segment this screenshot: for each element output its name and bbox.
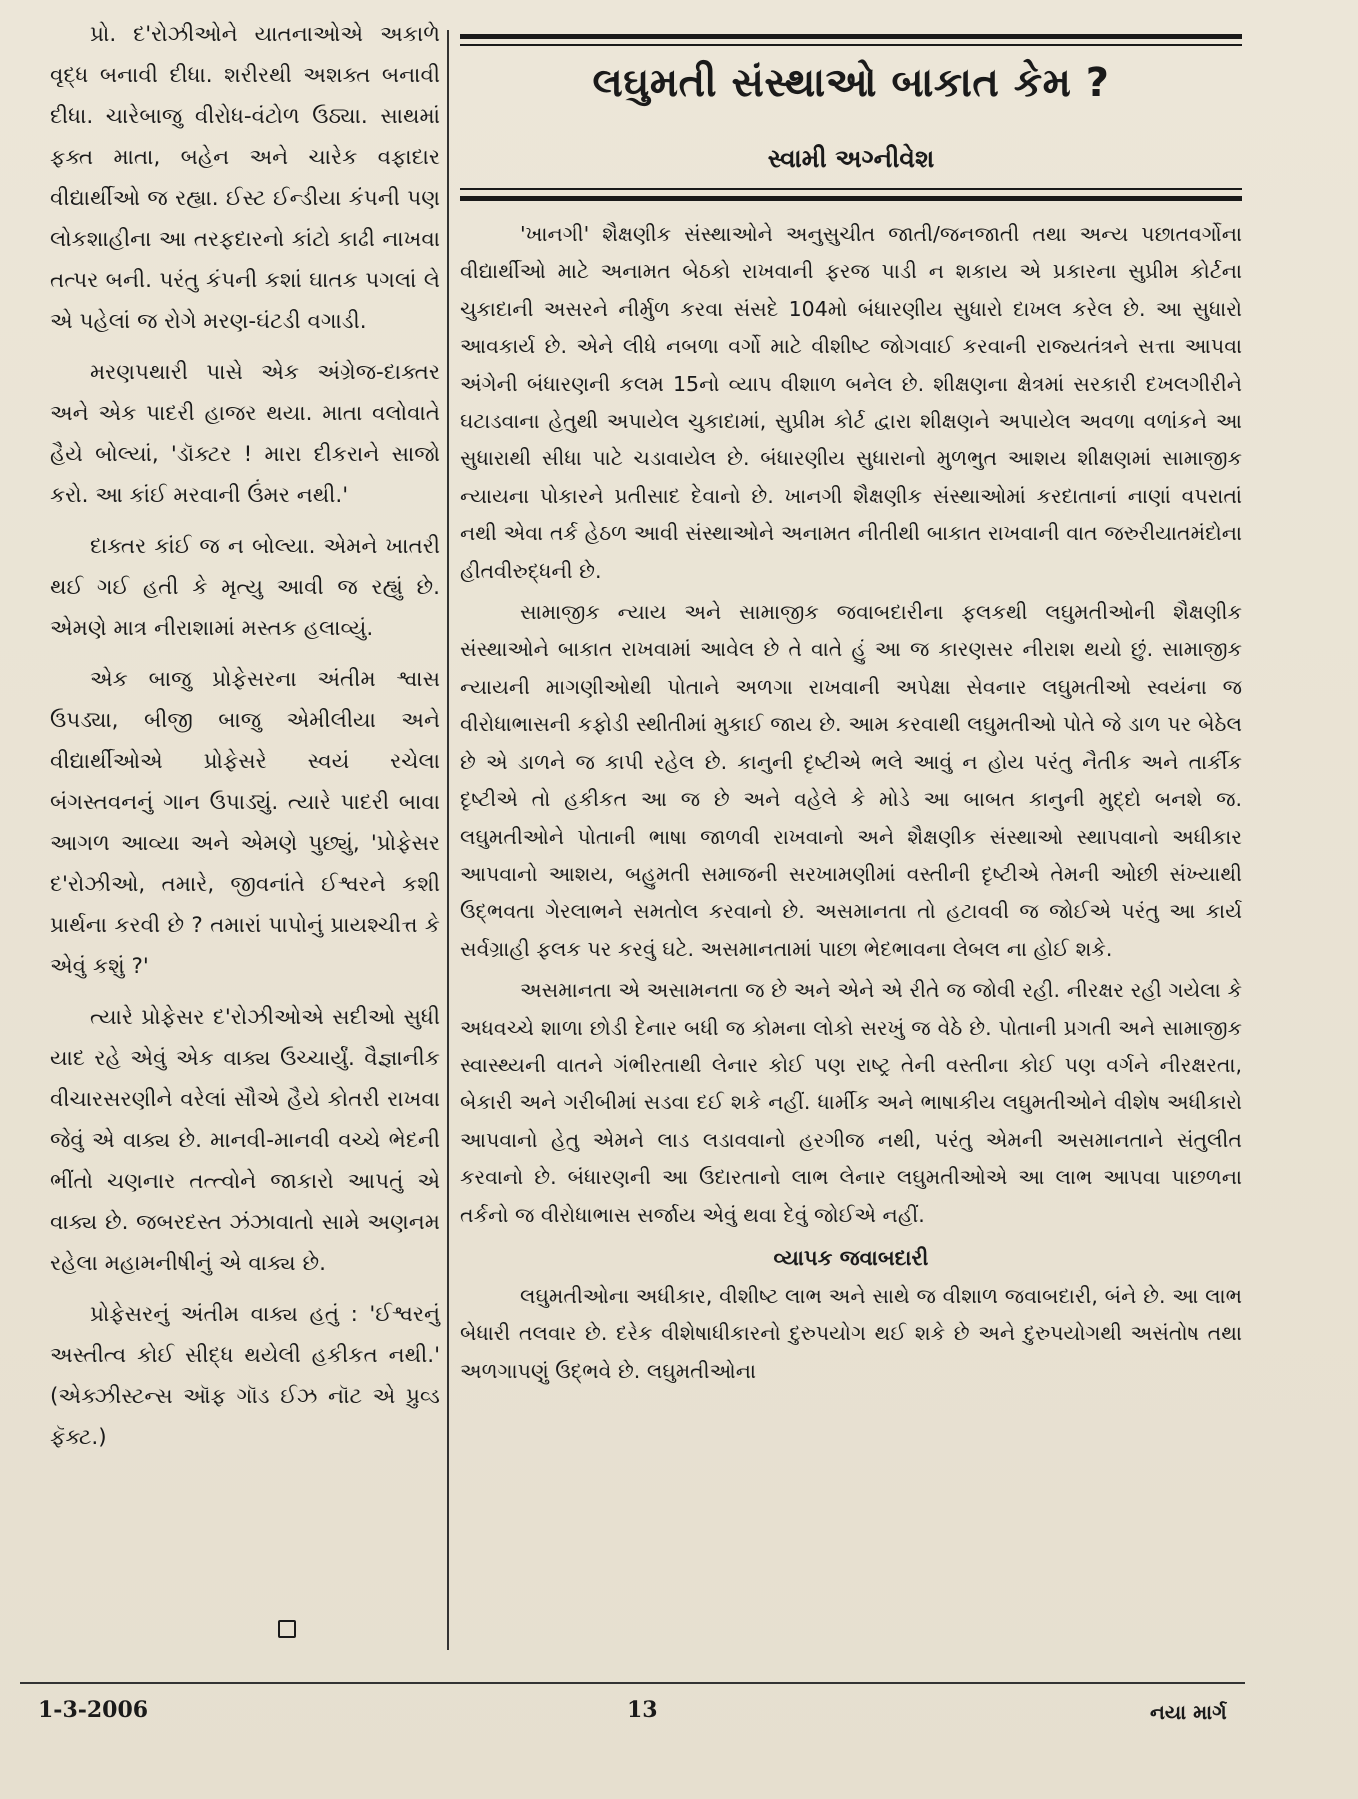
header-rule-top-thin	[460, 44, 1242, 46]
left-paragraph: મરણપથારી પાસે એક અંગ્રેજ-દાક્તર અને એક પાદરી હાજર થયા. માતા વલોવાતે હૈયે બોલ્યાં, 'ડૉક્ટર ! મારા દીકરાને સાજો કરો. આ કાંઈ મરવાની ઉંમર નથી.'	[50, 360, 440, 508]
left-paragraph: પ્રોફેસરનું અંતીમ વાક્ય હતું : 'ઈશ્વરનું અસ્તીત્વ કોઈ સીદ્ધ થયેલી હકીકત નથી.' (એક્ઝીસ્ટન્સ ઑફ ગૉડ ઈઝ નૉટ એ પ્રુવ્ડ ફૅક્ટ.)	[50, 1302, 440, 1450]
end-of-article-square-icon	[278, 1620, 296, 1638]
issue-date: 1-3-2006	[38, 1697, 149, 1723]
article-paragraph: અસમાનતા એ અસામનતા જ છે અને એને એ રીતે જ જોવી રહી. નીરક્ષર રહી ગયેલા કે અધવચ્ચે શાળા છોડી દેનાર બધી જ કોમના લોકો સરખું જ વેઠે છે. પોતાની પ્રગતી અને સામાજીક સ્વાસ્થ્યની વાતને ગંભીરતાથી લેનાર કોઈ પણ રાષ્ટ્ર તેની વસ્તીના કોઈ પણ વર્ગને નીરક્ષરતા, બેકારી અને ગરીબીમાં સડવા દઈ શકે નહીં. ધાર્મીક અને ભાષાકીય લઘુમતીઓને વીશેષ અધીકારો આપવાનો હેતુ એમને લાડ લડાવવાનો હરગીજ નથી, પરંતુ એમની અસમાનતાને સંતુલીત કરવાનો છે. બંધારણની આ ઉદારતાનો લાભ લેનાર લઘુમતીઓએ આ લાભ આપવા પાછળના તર્કનો જ વીરોધાભાસ સર્જાય એવું થવા દેવું જોઈએ નહીં.	[460, 978, 1242, 1227]
header-rule-top	[460, 34, 1242, 39]
article-column	[460, 26, 1242, 1646]
left-paragraph: પ્રો. દ'રોઝીઓને યાતનાઓએ અકાળે વૃદ્ધ બનાવી દીધા. શરીરથી અશક્ત બનાવી દીધા. ચારેબાજુ વીરોધ-વંટોળ ઉઠ્યા. સાથમાં ફક્ત માતા, બહેન અને ચારેક વફાદાર વીદ્યાર્થીઓ જ રહ્યા. ઈસ્ટ ઈન્ડીયા કંપની પણ લોકશાહીના આ તરફદારનો કાંટો કાઢી નાખવા તત્પર બની. પરંતુ કંપની કશાં ઘાતક પગલાં લે એ પહેલાં જ રોગે મરણ-ઘંટડી વગાડી.	[50, 22, 440, 334]
left-paragraph: ત્યારે પ્રોફેસર દ'રોઝીઓએ સદીઓ સુધી યાદ રહે એવું એક વાક્ય ઉચ્ચાર્યું. વૈજ્ઞાનીક વીચારસરણીને વરેલાં સૌએ હૈયે કોતરી રાખવા જેવું એ વાક્ય છે. માનવી-માનવી વચ્ચે ભેદની ભીંતો ચણનાર તત્ત્વોને જાકારો આપતું એ વાક્ય છે. જબરદસ્ત ઝંઝાવાતો સામે અણનમ રહેલા મહામનીષીનું એ વાક્ય છે.	[50, 1005, 440, 1276]
article-paragraph: લઘુમતીઓના અધીકાર, વીશીષ્ટ લાભ અને સાથે જ વીશાળ જવાબદારી, બંને છે. આ લાભ બેધારી તલવાર છે. દરેક વીશેષાધીકારનો દુરુપયોગ થઈ શકે છે અને દુરુપયોગથી અસંતોષ તથા અળગાપણું ઉદ્ભવે છે. લઘુમતીઓના	[460, 1283, 1242, 1383]
magazine-name: નયા માર્ગ	[1150, 1700, 1227, 1724]
left-paragraph: એક બાજુ પ્રોફેસરના અંતીમ શ્વાસ ઉપડ્યા, બીજી બાજુ એમીલીયા અને વીદ્યાર્થીઓએ પ્રોફેસરે સ્વયં રચેલા બંગસ્તવનનું ગાન ઉપાડ્યું. ત્યારે પાદરી બાવા આગળ આવ્યા અને એમણે પુછ્યું, 'પ્રોફેસર દ'રોઝીઓ, તમારે, જીવનાંતે ઈશ્વરને કશી પ્રાર્થના કરવી છે ? તમારાં પાપોનું પ્રાયશ્ચીત્ત કે એવું કશું ?'	[50, 667, 440, 979]
header-rule-bottom	[460, 196, 1242, 201]
footer-rule	[20, 1682, 1245, 1684]
left-paragraph: દાક્તર કાંઈ જ ન બોલ્યા. એમને ખાતરી થઈ ગઈ હતી કે મૃત્યુ આવી જ રહ્યું છે. એમણે માત્ર નીરાશામાં મસ્તક હલાવ્યું.	[50, 534, 440, 641]
left-column	[50, 14, 440, 1649]
article-author: સ્વામી અગ્નીવેશ	[767, 144, 935, 173]
article-body	[460, 216, 1242, 1394]
page-number: 13	[627, 1697, 658, 1723]
article-title: લઘુમતી સંસ્થાઓ બાકાત કેમ ?	[592, 60, 1110, 106]
article-paragraph: 'ખાનગી' શૈક્ષણીક સંસ્થાઓને અનુસુચીત જાતી/જનજાતી તથા અન્ય પછાતવર્ગોના વીદ્યાર્થીઓ માટે અનામત બેઠકો રાખવાની ફરજ પાડી ન શકાય એ પ્રકારના સુપ્રીમ કોર્ટના ચુકાદાની અસરને નીર્મુળ કરવા સંસદે 104મો બંધારણીય સુધારો દાખલ કરેલ છે. આ સુધારો આવકાર્ય છે. એને લીધે નબળા વર્ગો માટે વીશીષ્ટ જોગવાઈ કરવાની રાજ્યતંત્રને સત્તા આપવા અંગેની બંધારણની કલમ 15નો વ્યાપ વીશાળ બનેલ છે. શીક્ષણના ક્ષેત્રમાં સરકારી દખલગીરીને ઘટાડવાના હેતુથી અપાયેલ ચુકાદામાં, સુપ્રીમ કોર્ટ દ્વારા શીક્ષણને અપાયેલ અવળા વળાંકને આ સુધારાથી સીધા પાટે ચડાવાયેલ છે. બંધારણીય સુધારાનો મુળભુત આશય શીક્ષણમાં સામાજીક ન્યાયના પોકારને પ્રતીસાદ દેવાનો છે. ખાનગી શૈક્ષણીક સંસ્થાઓમાં કરદાતાનાં નાણાં વપરાતાં નથી એવા તર્ક હેઠળ આવી સંસ્થાઓને અનામત નીતીથી બાકાત રાખવાની વાત જરુરીયાતમંદોના હીતવીરુદ્ધની છે.	[460, 222, 1242, 583]
column-divider	[447, 30, 449, 1650]
article-subheading: વ્યાપક જવાબદારી	[773, 1245, 929, 1270]
header-rule-bottom-thin	[460, 188, 1242, 190]
article-paragraph: સામાજીક ન્યાય અને સામાજીક જવાબદારીના ફલકથી લઘુમતીઓની શૈક્ષણીક સંસ્થાઓને બાકાત રાખવામાં આવેલ છે તે વાતે હું આ જ કારણસર નીરાશ થયો છું. સામાજીક ન્યાયની માગણીઓથી પોતાને અળગા રાખવાની અપેક્ષા સેવનાર લઘુમતીઓ સ્વયંના જ વીરોધાભાસની કફોડી સ્થીતીમાં મુકાઈ જાય છે. આમ કરવાથી લઘુમતીઓ પોતે જે ડાળ પર બેઠેલ છે એ ડાળને જ કાપી રહેલ છે. કાનુની દૃષ્ટીએ ભલે આવું ન હોય પરંતુ નૈતીક અને તાર્કીક દૃષ્ટીએ તો હકીકત આ જ છે અને વહેલે કે મોડે આ બાબત કાનુની મુદ્દો બનશે જ. લઘુમતીઓને પોતાની ભાષા જાળવી રાખવાનો અને શૈક્ષણીક સંસ્થાઓ સ્થાપવાનો અધીકાર આપવાનો આશય, બહુમતી સમાજની સરખામણીમાં વસ્તીની દૃષ્ટીએ તેમની ઓછી સંખ્યાથી ઉદ્ભવતા ગેરલાભને સમતોલ કરવાનો છે. અસમાનતા તો હટાવવી જ જોઈએ પરંતુ આ કાર્ય સર્વગ્રાહી ફલક પર કરવું ઘટે. અસમાનતામાં પાછા ભેદભાવના લેબલ ના હોઈ શકે.	[460, 600, 1242, 961]
